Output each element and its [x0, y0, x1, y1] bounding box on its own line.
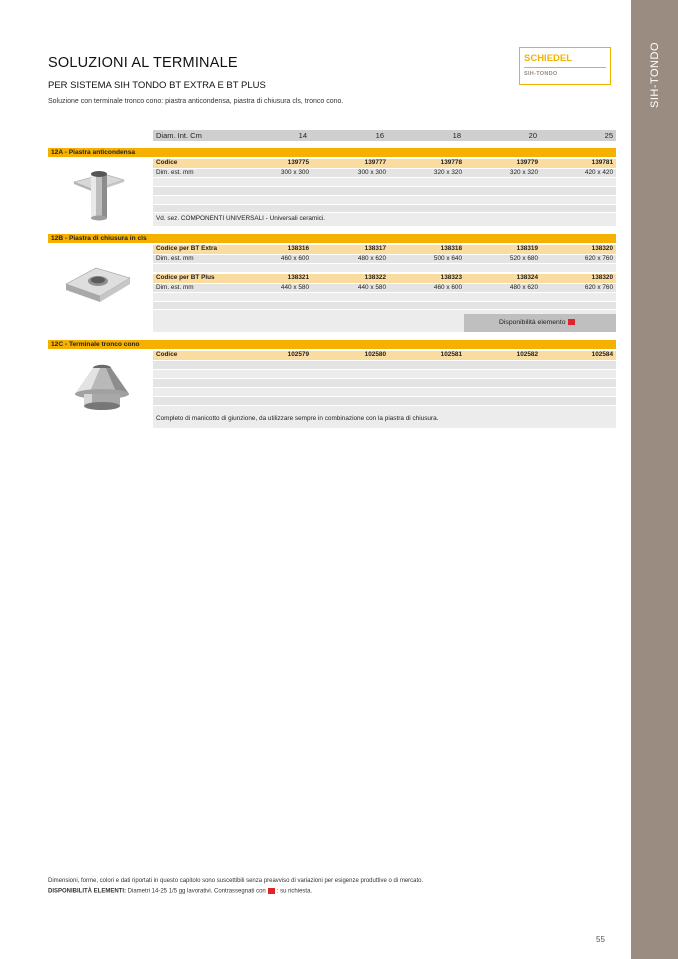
- dim-value: 480 x 620: [509, 284, 538, 291]
- logo-divider: [524, 67, 606, 68]
- schiedel-logo: [519, 47, 611, 85]
- section-12a-title: [48, 148, 616, 157]
- empty-row: [153, 177, 616, 186]
- section-12c-title-text: 12C - Terminale tronco cono: [51, 341, 140, 348]
- section-12a-title-text: 12A - Piastra anticondensa: [51, 149, 136, 156]
- dim-value: 460 x 600: [433, 284, 462, 291]
- code-value: 138320: [591, 245, 613, 252]
- diameter-value: 14: [298, 131, 307, 140]
- availability-legend: [464, 314, 616, 332]
- code-label: Codice: [156, 159, 178, 166]
- dim-value: 440 x 580: [357, 284, 386, 291]
- dim-label: Dim. est. mm: [156, 169, 194, 176]
- empty-row: [153, 301, 616, 309]
- code-value: 138321: [287, 274, 309, 281]
- side-strip: [631, 0, 678, 959]
- empty-row: [153, 369, 616, 378]
- plate-anticondensation-image: [70, 166, 128, 222]
- bt-extra-code-label: Codice per BT Extra: [156, 245, 218, 252]
- code-value: 138322: [364, 274, 386, 281]
- closing-plate-image: [64, 262, 134, 304]
- page-description: Soluzione con terminale tronco cono: piastra anticondensa, piastra di chiusura cls, tronco cono.: [48, 98, 344, 105]
- page-title: SOLUZIONI AL TERMINALE: [48, 55, 238, 71]
- empty-row: [153, 263, 616, 272]
- dim-value: 500 x 640: [433, 255, 462, 262]
- empty-row: [153, 378, 616, 387]
- code-value: 138324: [516, 274, 538, 281]
- code-value: 102581: [440, 351, 462, 358]
- code-value: 102580: [364, 351, 386, 358]
- dim-value: 480 x 620: [357, 255, 386, 262]
- dim-value: 520 x 680: [509, 255, 538, 262]
- code-value: 138316: [287, 245, 309, 252]
- page-number: 55: [596, 935, 605, 944]
- empty-row: [153, 396, 616, 405]
- code-value: 138320: [591, 274, 613, 281]
- page-subtitle: PER SISTEMA SIH TONDO BT EXTRA E BT PLUS: [48, 80, 266, 91]
- section-12c-note: Completo di manicotto di giunzione, da utilizzare sempre in combinazione con la piastra di chiusura.: [156, 415, 439, 422]
- code-value: 139777: [364, 159, 386, 166]
- code-value: 139779: [516, 159, 538, 166]
- dim-label: Dim. est. mm: [156, 255, 194, 262]
- code-value: 138319: [516, 245, 538, 252]
- table-row: [153, 254, 616, 263]
- dim-label: Dim. est. mm: [156, 284, 194, 291]
- empty-row: [153, 195, 616, 204]
- dim-value: 620 x 760: [584, 255, 613, 262]
- section-12b-title-text: 12B - Piastra di chiusura in cls: [51, 235, 147, 242]
- empty-row: [153, 387, 616, 396]
- empty-row: [153, 204, 616, 212]
- code-value: 102579: [287, 351, 309, 358]
- table-row: [153, 159, 616, 168]
- table-row: [153, 351, 616, 360]
- diameter-header-row: [153, 130, 616, 141]
- side-tab-label: SIH-TONDO: [648, 41, 661, 109]
- dim-value: 300 x 300: [280, 169, 309, 176]
- red-square-icon: [568, 319, 575, 325]
- table-row: [153, 245, 616, 254]
- table-row: [153, 168, 616, 177]
- section-12a-note-row: [153, 212, 616, 226]
- empty-row: [153, 186, 616, 195]
- footer-availability-text: Diametri 14-25 1/5 gg lavorativi. Contrassegnati con: [127, 888, 266, 895]
- empty-row: [153, 292, 616, 301]
- availability-label: Disponibilità elemento: [499, 319, 566, 326]
- code-value: 138317: [364, 245, 386, 252]
- code-value: 139775: [287, 159, 309, 166]
- table-row: [153, 274, 616, 283]
- dim-value: 460 x 600: [280, 255, 309, 262]
- bt-plus-code-label: Codice per BT Plus: [156, 274, 215, 281]
- truncated-cone-terminal-image: [73, 362, 131, 414]
- availability-text: [499, 319, 577, 327]
- code-value: 138318: [440, 245, 462, 252]
- dim-value: 300 x 300: [357, 169, 386, 176]
- footer-availability: [48, 888, 312, 895]
- logo-brand: SCHIEDEL: [524, 53, 573, 64]
- section-12c-title: [48, 340, 616, 349]
- dim-value: 620 x 760: [584, 284, 613, 291]
- dim-value: 320 x 320: [433, 169, 462, 176]
- red-square-icon: [268, 888, 275, 894]
- diameter-value: 16: [375, 131, 384, 140]
- code-value: 102584: [591, 351, 613, 358]
- table-row: [153, 283, 616, 292]
- code-value: 138323: [440, 274, 462, 281]
- dim-value: 420 x 420: [584, 169, 613, 176]
- code-value: 102582: [516, 351, 538, 358]
- footer-availability-end: : su richiesta.: [276, 888, 313, 895]
- side-tab: [631, 30, 678, 120]
- logo-sub: SIH-TONDO: [524, 71, 558, 77]
- dim-value: 440 x 580: [280, 284, 309, 291]
- section-12c-note-row: [153, 405, 616, 428]
- code-value: 139781: [591, 159, 613, 166]
- diameter-value: 25: [604, 131, 613, 140]
- diameter-label: Diam. Int. Cm: [156, 131, 202, 140]
- empty-row: [153, 360, 616, 369]
- section-12b-title: [48, 234, 616, 243]
- section-12a-note: Vd. sez. COMPONENTI UNIVERSALI - Universali ceramici.: [156, 215, 326, 222]
- code-label: Codice: [156, 351, 178, 358]
- footer-disclaimer: Dimensioni, forme, colori e dati riportati in questo capitolo sono suscettibili senza preavviso di variazioni per esigenze produttive o di mercato.: [48, 878, 424, 884]
- code-value: 139778: [440, 159, 462, 166]
- dim-value: 320 x 320: [509, 169, 538, 176]
- diameter-value: 20: [528, 131, 537, 140]
- footer-availability-title: DISPONIBILITÀ ELEMENTI:: [48, 888, 126, 895]
- diameter-value: 18: [452, 131, 461, 140]
